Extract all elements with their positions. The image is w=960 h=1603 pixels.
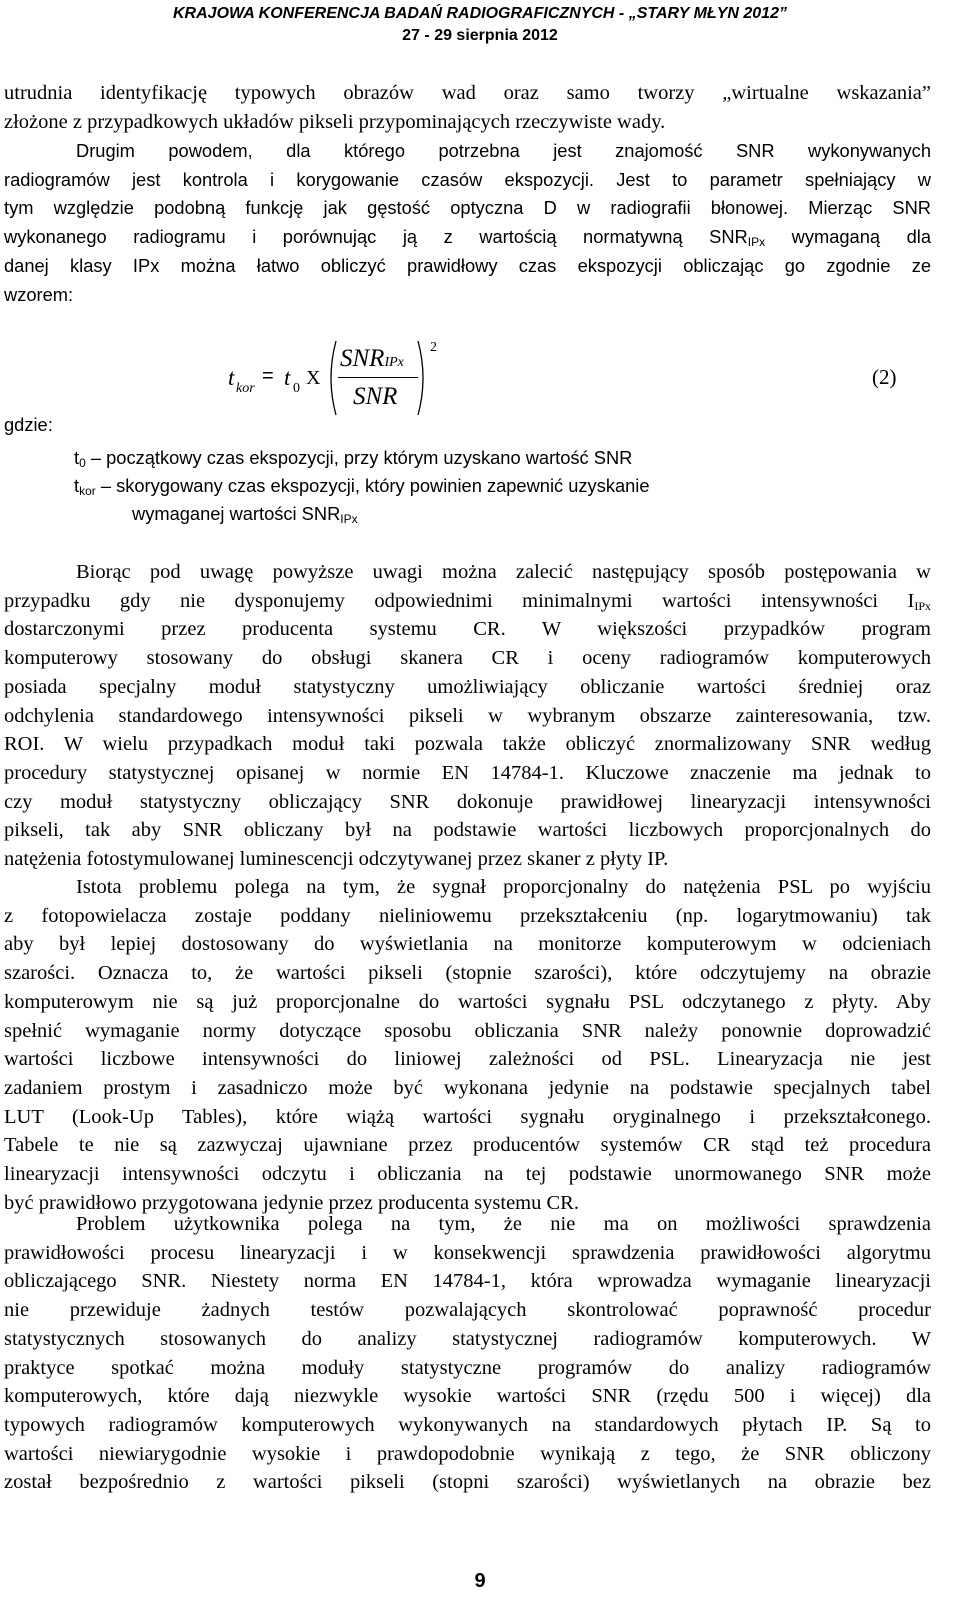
text-line: procedury statystycznej opisanej w normie EN 14784-1. Kluczowe znaczenie ma jednak to xyxy=(4,761,931,784)
text-line: przypadku gdy nie dysponujemy odpowiednimi minimalnymi wartości intensywności $I_{IPx}$ xyxy=(4,589,931,613)
formula-times: X xyxy=(306,367,321,389)
text-line: pikseli, tak aby SNR obliczany był na podstawie wartości liczbowych proporcjonalnych do xyxy=(4,819,931,842)
text-line: komputerowych, które dają niezwykle wysokie wartości SNR (rzędu 500 i więcej) dla xyxy=(4,1385,931,1408)
text-line: nie przewiduje żadnych testów pozwalających skontrolować poprawność procedur xyxy=(4,1299,931,1322)
text-line: odchylenia standardowego intensywności pikseli w wybranym obszarze zainteresowania, tzw. xyxy=(4,704,931,727)
formula-sub-kor: kor xyxy=(236,381,255,396)
formula-exponent: 2 xyxy=(430,340,437,355)
definition-tkor-continued: wymaganej wartości $SNR_{IPx}$ xyxy=(132,503,358,526)
text-line: wzorem: xyxy=(4,283,74,305)
header-title: KRAJOWA KONFERENCJA BADAŃ RADIOGRAFICZNYCH - „STARY MŁYN 2012” xyxy=(173,5,787,22)
text-line: szarości. Oznacza to, że wartości pikseli (stopnie szarości), które odczytujemy na obrazie xyxy=(4,962,931,985)
text-line: aby był lepiej dostosowany do wyświetlania na monitorze komputerowym w odcieniach xyxy=(4,933,931,956)
text-line: praktyce spotkać można moduły statystyczne programów do analizy radiogramów xyxy=(4,1356,931,1379)
text-line: prawidłowości procesu linearyzacji i w konsekwencji sprawdzenia prawidłowości algorytmu xyxy=(4,1241,931,1264)
text-line: ROI. W wielu przypadkach moduł taki pozwala także obliczyć znormalizowany SNR według xyxy=(4,733,931,756)
text-line: radiogramów jest kontrola i korygowanie czasów ekspozycji. Jest to parametr spełniający w xyxy=(4,168,931,190)
paragraph-4 xyxy=(4,873,931,1217)
text-line: wartości liczbowe intensywności do liniowej zależności od PSL. Linearyzacja nie jest xyxy=(4,1048,931,1071)
text-line: obliczającego SNR. Niestety norma EN 14784-1, która wprowadza wymaganie linearyzacji xyxy=(4,1270,931,1293)
text-line: linearyzacji intensywności odczytu i obliczania na tej podstawie unormowanego SNR może xyxy=(4,1163,931,1186)
fraction-bar xyxy=(338,377,418,378)
text-line: Problem użytkownika polega na tym, że nie ma on możliwości sprawdzenia xyxy=(76,1213,931,1235)
text-line: utrudnia identyfikację typowych obrazów wad oraz samo tworzy „wirtualne wskazania” xyxy=(4,82,931,104)
text-line: czy moduł statystyczny obliczający SNR dokonuje prawidłowej linearyzacji intensywności xyxy=(4,790,931,813)
equation-number: (2) xyxy=(872,365,897,389)
text-line: statystycznych stosowanych do analizy statystycznej radiogramów komputerowych. W xyxy=(4,1327,931,1350)
paragraph-2 xyxy=(4,137,931,309)
text-line: być prawidłowo przygotowana jedynie przez producenta systemu CR. xyxy=(4,1191,579,1214)
text-line: Tabele te nie są zazwyczaj ujawniane przez producentów systemów CR stąd też procedura xyxy=(4,1134,931,1157)
paragraph-5 xyxy=(4,1210,931,1497)
equation-2 xyxy=(220,335,940,425)
formula-equals: = xyxy=(262,365,274,387)
text-line: posiada specjalny moduł statystyczny umożliwiający obliczanie wartości średniej oraz xyxy=(4,675,931,698)
paragraph-1 xyxy=(4,79,931,136)
text-line: złożone z przypadkowych układów pikseli przypominających rzeczywiste wady. xyxy=(4,110,666,133)
text-line: spełnić wymaganie normy dotyczące sposobu obliczania SNR należy ponownie doprowadzić xyxy=(4,1019,931,1042)
formula-t: t xyxy=(228,365,235,390)
text-line: wartości niewiarygodnie wysokie i prawdopodobnie wynikają z tego, że SNR obliczony xyxy=(4,1442,931,1465)
text-line: Istota problemu polega na tym, że sygnał proporcjonalny do natężenia PSL po wyjściu xyxy=(76,876,931,898)
text-line: wykonanego radiogramu i porównując ją z wartością normatywną $SNR_{IPx}$ wymaganą dla xyxy=(4,226,931,250)
text-line: Biorąc pod uwagę powyższe uwagi można zalecić następujący sposób postępowania w xyxy=(76,561,931,583)
formula-t0: t xyxy=(284,365,291,390)
right-paren-icon xyxy=(416,339,430,417)
text-line: zadaniem prostym i zasadniczo może być wykonana jedynie na podstawie specjalnych tabel xyxy=(4,1076,931,1099)
formula-sub-0: 0 xyxy=(293,381,300,396)
text-line: danej klasy IPx można łatwo obliczyć prawidłowy czas ekspozycji obliczając go zgodnie ze xyxy=(4,254,931,276)
text-line: natężenia fotostymulowanej luminescencji odczytywanej przez skaner z płyty IP. xyxy=(4,848,669,871)
conference-header xyxy=(0,3,960,47)
text-line: został bezpośrednio z wartości pikseli (stopni szarości) wyświetlanych na obrazie bez xyxy=(4,1471,931,1494)
text-line: z fotopowielacza zostaje poddany nieliniowemu przekształceniu (np. logarytmowaniu) tak xyxy=(4,904,931,927)
text-line: komputerowym nie są już proporcjonalne do wartości sygnału PSL odczytanego z płyty. Aby xyxy=(4,990,931,1013)
text-line: typowych radiogramów komputerowych wykonywanych na standardowych płytach IP. Są to xyxy=(4,1413,931,1436)
formula-numerator: SNRIPx xyxy=(340,345,404,372)
definition-t0: $t_0$ – początkowy czas ekspozycji, przy którym uzyskano wartość SNR xyxy=(74,447,633,470)
text-line: LUT (Look-Up Tables), które wiążą wartości sygnału oryginalnego i przekształconego. xyxy=(4,1105,931,1128)
variable-definitions xyxy=(74,444,650,528)
text-line: dostarczonymi przez producenta systemu CR. W większości przypadków program xyxy=(4,618,931,641)
left-paren-icon xyxy=(324,339,338,417)
where-label: gdzie: xyxy=(4,414,53,435)
text-line: komputerowy stosowany do obsługi skanera CR i oceny radiogramów komputerowych xyxy=(4,647,931,670)
page-number: 9 xyxy=(474,1570,486,1592)
header-date: 27 - 29 sierpnia 2012 xyxy=(402,27,558,44)
text-line: tym względzie podobną funkcję jak gęstość optyczna D w radiografii błonowej. Mierząc SNR xyxy=(4,197,931,219)
formula-denominator: SNR xyxy=(353,383,398,410)
definition-tkor: $t_{kor}$ – skorygowany czas ekspozycji, który powinien zapewnić uzyskanie xyxy=(74,475,650,498)
text-line: Drugim powodem, dla którego potrzebna jest znajomość SNR wykonywanych xyxy=(76,140,931,161)
paragraph-3 xyxy=(4,558,931,874)
